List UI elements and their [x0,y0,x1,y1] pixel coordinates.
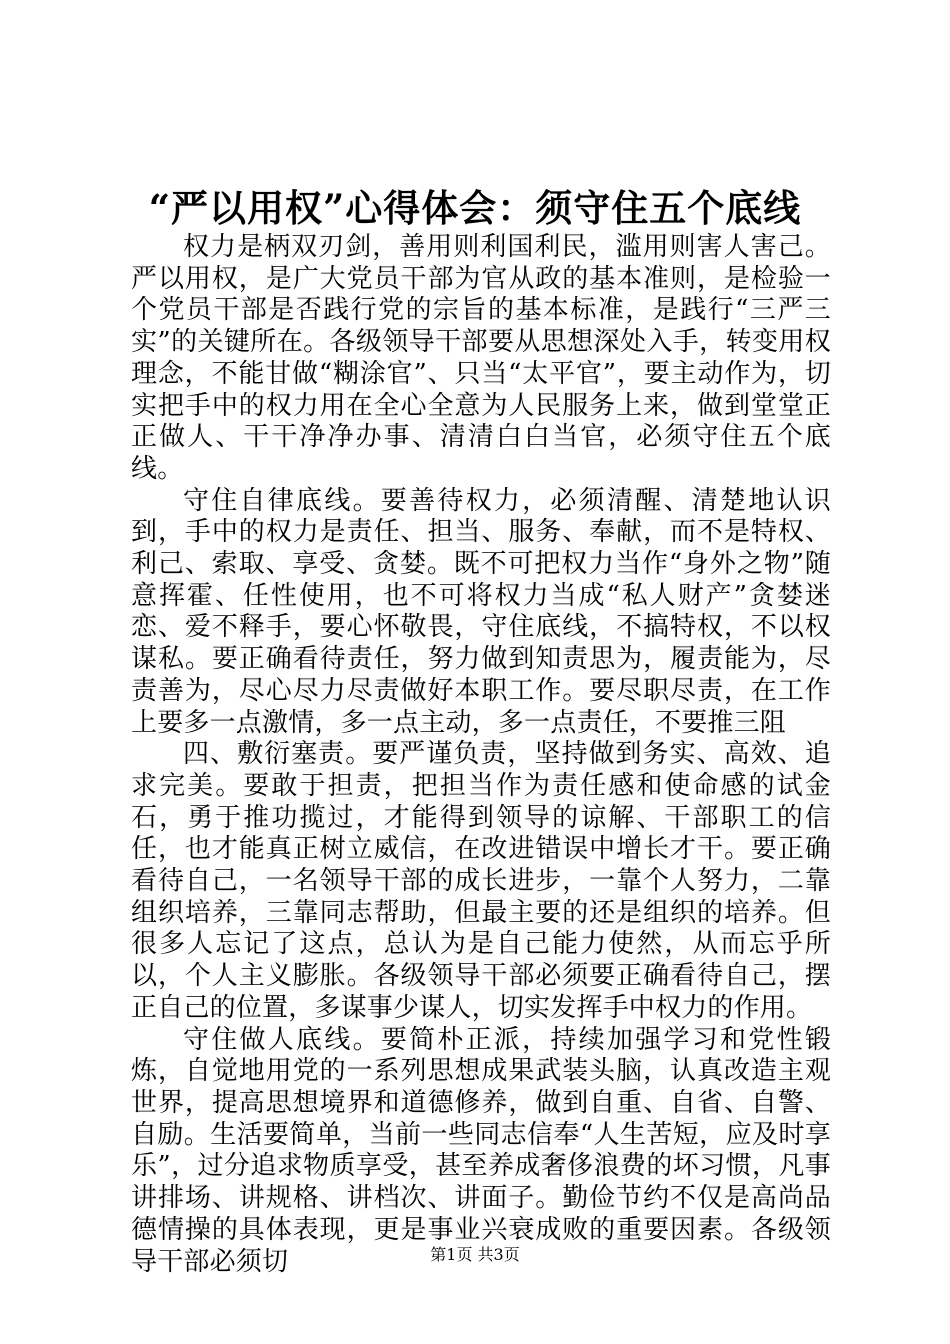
document-title: “严以用权”心得体会：须守住五个底线 [148,186,802,230]
document-body [131,232,831,1278]
paragraph-intro: 权力是柄双刃剑，善用则利国利民，滥用则害人害己。严以用权，是广大党员干部为官从政的基本准则，是检验一个党员干部是否践行党的宗旨的基本标准，是践行“三严三实”的关键所在。各级领导干部要从思想深处入手，转变用权理念，不能甘做“糊涂官”、只当“太平官”，要主动作为，切实把手中的权力用在全心全意为人民服务上来，做到堂堂正正做人、干干净净办事、清清白白当官，必须守住五个底线。 [131,232,831,484]
paragraph-conduct: 守住做人底线。要简朴正派，持续加强学习和党性锻炼，自觉地用党的一系列思想成果武装头脑，认真改造主观世界，提高思想境界和道德修养，做到自重、自省、自警、自励。生活要简单，当前一些同志信奉“人生苦短，应及时享乐”，过分追求物质享受，甚至养成奢侈浪费的坏习惯，凡事讲排场、讲规格、讲档次、讲面子。勤俭节约不仅是高尚品德情操的具体表现，更是事业兴衰成败的重要因素。各级领导干部必须切 [131,1024,831,1277]
paragraph-self-discipline: 守住自律底线。要善待权力，必须清醒、清楚地认识到，手中的权力是责任、担当、服务、奉献，而不是特权、利己、索取、享受、贪婪。既不可把权力当作“身外之物”随意挥霍、任性使用，也不可将权力当成“私人财产”贪婪迷恋、爱不释手，要心怀敬畏，守住底线，不搞特权，不以权谋私。要正确看待责任，努力做到知责思为，履责能为，尽责善为，尽心尽力尽责做好本职工作。要尽职尽责，在工作上要多一点激情，多一点主动，多一点责任，不要推三阻 [131,485,831,738]
paragraph-responsibility: 四、敷衍塞责。要严谨负责，坚持做到务实、高效、追求完美。要敢于担责，把担当作为责任感和使命感的试金石，勇于推功揽过，才能得到领导的谅解、干部职工的信任，也才能真正树立威信，在改进错误中增长才干。要正确看待自己，一名领导干部的成长进步，一靠个人努力，二靠组织培养，三靠同志帮助，但最主要的还是组织的培养。但很多人忘记了这点，总认为是自己能力使然，从而忘乎所以，个人主义膨胀。各级领导干部必须要正确看待自己，摆正自己的位置，多谋事少谋人，切实发挥手中权力的作用。 [131,739,831,1023]
page-indicator: 第1页 共3页 [430,1245,520,1264]
